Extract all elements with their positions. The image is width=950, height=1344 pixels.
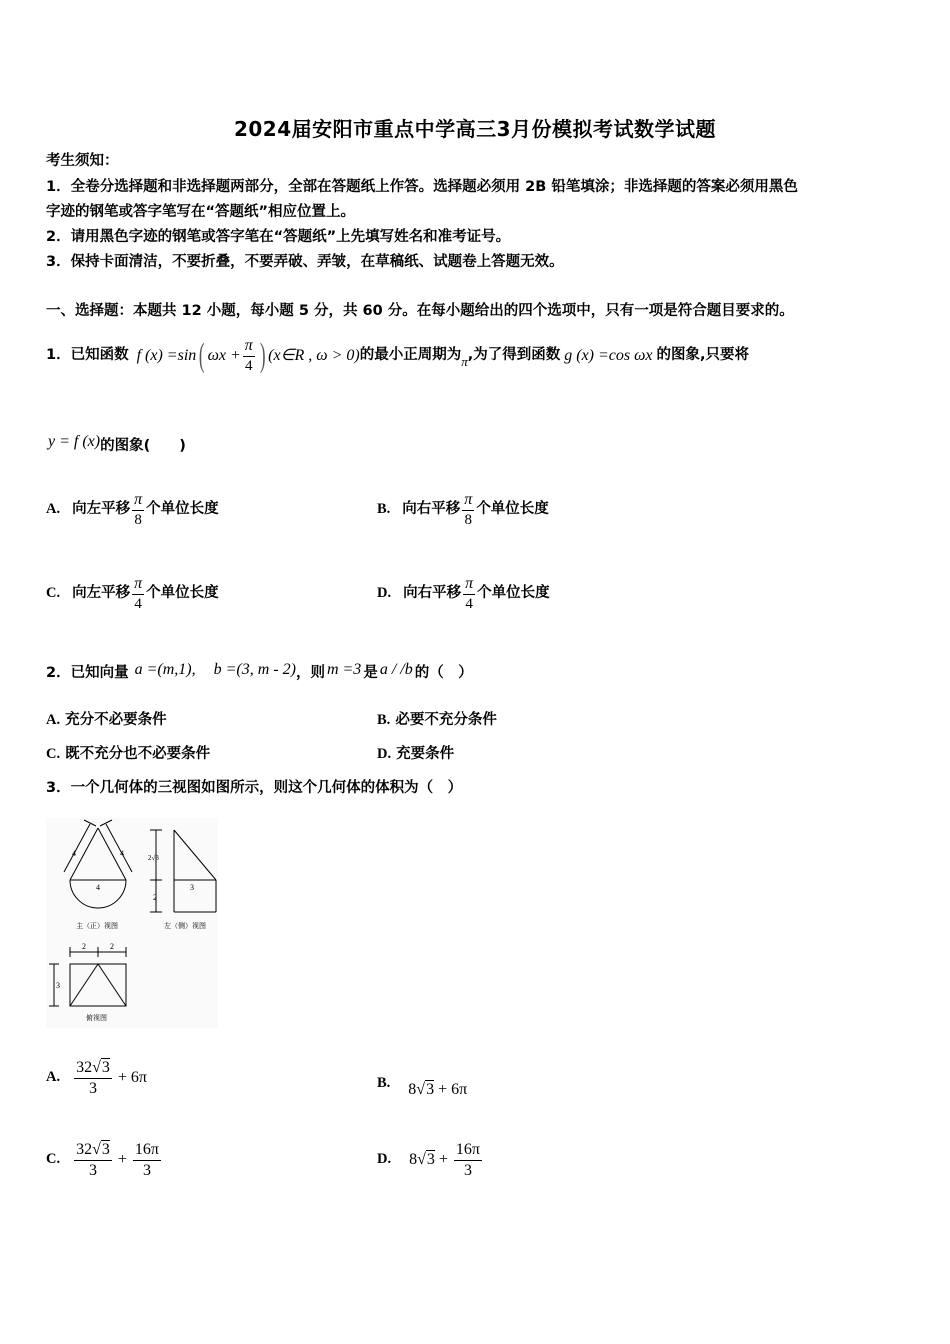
q1-option-d[interactable]: D. 向右平移 $\frac{\pi}{4}$ 个单位长度 bbox=[377, 575, 550, 613]
q1-suffix: 的图象,只要将 bbox=[656, 347, 750, 364]
top-view bbox=[49, 947, 126, 1006]
question-1 bbox=[46, 334, 749, 378]
q1-prefix: 1．已知函数 bbox=[46, 347, 129, 364]
q1-omega-x: ωx + bbox=[207, 347, 241, 365]
front-base-dim: 4 bbox=[96, 883, 100, 892]
notice-item-1-line-1: 1．全卷分选择题和非选择题两部分，全部在答题纸上作答。选择题必须用 2B 铅笔填涂；非选择题的答案必须用黑色 bbox=[46, 179, 798, 195]
q1-option-a-fraction: $\frac{\pi}{8}$ bbox=[134, 491, 143, 529]
q2-option-b[interactable]: B. 必要不充分条件 bbox=[377, 712, 497, 728]
q3-option-a-fraction: $\frac{32√3}{3}$ bbox=[76, 1058, 110, 1097]
top-depth-dim: 3 bbox=[56, 981, 60, 990]
notice-item-3: 3．保持卡面清洁，不要折叠，不要弄破、弄皱，在草稿纸、试题卷上答题无效。 bbox=[46, 254, 564, 270]
side-width-dim: 3 bbox=[190, 883, 194, 892]
front-view bbox=[64, 820, 132, 908]
q2-mid: ，则 bbox=[295, 665, 325, 682]
front-view-label: 主（正）视图 bbox=[76, 922, 118, 930]
q1-option-d-fraction: $\frac{\pi}{4}$ bbox=[465, 575, 474, 613]
q2-vec-a: a =(m,1), bbox=[134, 661, 196, 679]
q1-option-b-fraction: $\frac{\pi}{8}$ bbox=[464, 491, 473, 529]
notice-heading: 考生须知： bbox=[46, 153, 119, 169]
q2-vec-b: b =(3, m - 2) bbox=[213, 661, 296, 679]
section-heading: 一、选择题：本题共 12 小题，每小题 5 分，共 60 分。在每小题给出的四个选项中，只有一项是符合题目要求的。 bbox=[46, 303, 794, 319]
notice-item-2: 2．请用黑色字迹的钢笔或答字笔在“答题纸”上先填写姓名和准考证号。 bbox=[46, 229, 511, 245]
q1-period: π bbox=[461, 354, 468, 370]
q3-option-c[interactable]: C. $\frac{32√3}{3}$ + $\frac{16\pi}{3}$ bbox=[46, 1140, 159, 1179]
top-right-dim: 2 bbox=[110, 942, 114, 951]
question-1-line-2 bbox=[48, 428, 186, 456]
q1-fx: f (x) =sin bbox=[136, 347, 197, 365]
q1-yfx: y = f (x) bbox=[48, 433, 101, 451]
q1-mid: 的最小正周期为 bbox=[359, 347, 462, 364]
side-height-dim: 2√3 bbox=[148, 854, 159, 862]
q2-prefix: 2．已知向量 bbox=[46, 665, 129, 682]
q1-left-paren: ( bbox=[199, 337, 205, 374]
q2-mid2: 是 bbox=[363, 665, 378, 682]
q1-option-c-fraction: $\frac{\pi}{4}$ bbox=[134, 575, 143, 613]
q1-domain: (x∈R , ω > 0) bbox=[268, 347, 360, 365]
top-left-dim: 2 bbox=[82, 942, 86, 951]
q2-suffix: 的（ ） bbox=[414, 665, 473, 682]
q2-cond: m =3 bbox=[326, 661, 362, 679]
top-view-label: 俯视图 bbox=[86, 1014, 107, 1022]
q1-right-paren: ) bbox=[259, 337, 266, 374]
q2-parallel: a / /b bbox=[379, 661, 413, 679]
notice-item-1-line-2: 字迹的钢笔或答字笔写在“答题纸”相应位置上。 bbox=[46, 204, 356, 220]
q3-option-d-fraction: $\frac{16\pi}{3}$ bbox=[455, 1140, 480, 1179]
front-slant-left-dim: 4 bbox=[72, 849, 76, 858]
q3-option-c-fraction-2: $\frac{16\pi}{3}$ bbox=[134, 1140, 159, 1179]
q3-option-b[interactable]: B. 8√3 + 6π bbox=[377, 1075, 468, 1099]
q1-option-b[interactable]: B. 向右平移 $\frac{\pi}{8}$ 个单位长度 bbox=[377, 491, 549, 529]
q1-option-a[interactable]: A. 向左平移 $\frac{\pi}{8}$ 个单位长度 bbox=[46, 491, 219, 529]
q1-option-c[interactable]: C. 向左平移 $\frac{\pi}{4}$ 个单位长度 bbox=[46, 575, 219, 613]
question-2 bbox=[46, 660, 473, 688]
side-lower-dim: 2 bbox=[153, 893, 157, 902]
three-view-figure bbox=[46, 818, 218, 1028]
page-title: 2024届安阳市重点中学高三3月份模拟考试数学试题 bbox=[233, 117, 717, 141]
q1-pi-over-4: $\frac{\pi}{4}$ bbox=[244, 337, 253, 375]
question-3: 3．一个几何体的三视图如图所示，则这个几何体的体积为（ ） bbox=[46, 780, 463, 796]
q1-line2-text: 的图象( ) bbox=[100, 438, 186, 455]
q3-option-d[interactable]: D. 8√3 + $\frac{16\pi}{3}$ bbox=[377, 1140, 480, 1179]
side-view-label: 左（侧）视图 bbox=[164, 922, 206, 930]
q3-option-c-fraction-1: $\frac{32√3}{3}$ bbox=[76, 1140, 110, 1179]
q2-option-d[interactable]: D. 充要条件 bbox=[377, 746, 455, 762]
q2-option-a[interactable]: A. 充分不必要条件 bbox=[46, 712, 167, 728]
q1-gx: g (x) =cos ωx bbox=[564, 347, 653, 365]
q3-option-a[interactable]: A. $\frac{32√3}{3}$ + 6π bbox=[46, 1058, 147, 1097]
q1-mid2: ,为了得到函数 bbox=[467, 347, 561, 364]
front-slant-right-dim: 4 bbox=[120, 849, 124, 858]
side-view bbox=[150, 830, 216, 912]
q2-option-c[interactable]: C. 既不充分也不必要条件 bbox=[46, 746, 211, 762]
